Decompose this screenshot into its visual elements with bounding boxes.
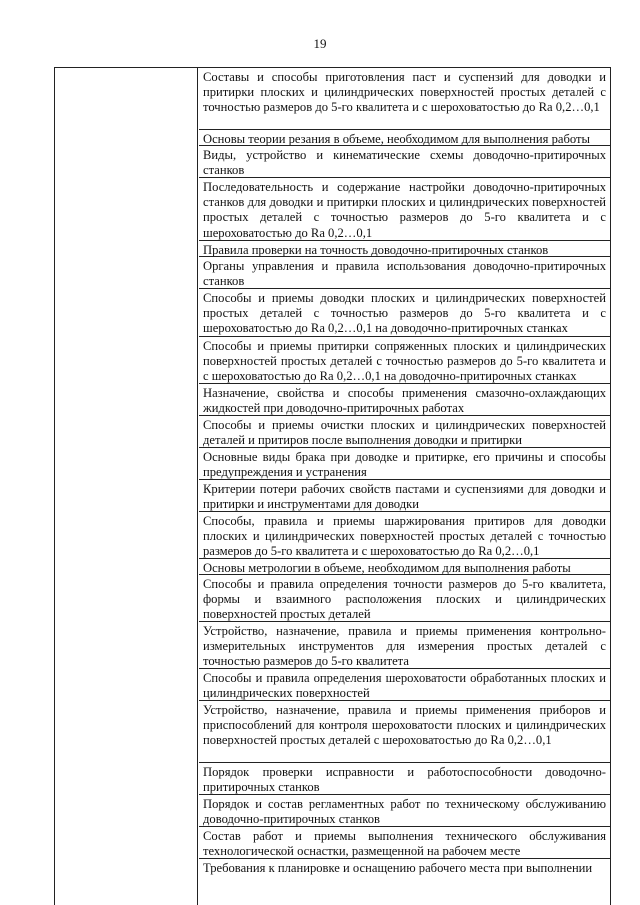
- table-row: Виды, устройство и кинематические схемы доводочно-притирочных станков: [199, 146, 610, 178]
- table-row: Основные виды брака при доводке и притирке, его причины и способы предупреждения и устранения: [199, 448, 610, 480]
- table-row: Органы управления и правила использования доводочно-притирочных станков: [199, 257, 610, 289]
- table-row: Устройство, назначение, правила и приемы применения приборов и приспособлений для контроля шероховатости плоских и цилиндрических поверхностей простых деталей с шероховатостью до Ra 0,2…0,1: [199, 701, 610, 763]
- table-row: Способы и приемы доводки плоских и цилиндрических поверхностей простых деталей с точностью размеров до 5-го квалитета и с шероховатостью до Ra 0,2…0,1 на доводочно-притирочных станках: [199, 289, 610, 337]
- requirements-table: [54, 67, 611, 905]
- table-row: Способы, правила и приемы шаржирования притиров для доводки плоских и цилиндрических поверхностей простых деталей с точностью размеров до 5-го квалитета и с шероховатостью до Ra 0,2…0,1: [199, 512, 610, 559]
- table-row: Способы и приемы притирки сопряженных плоских и цилиндрических поверхностей простых деталей с точностью размеров до 5-го квалитета и с шероховатостью до Ra 0,2…0,1 на доводочно-притирочных станках: [199, 337, 610, 384]
- table-row: Способы и приемы очистки плоских и цилиндрических поверхностей деталей и притиров после выполнения доводки и притирки: [199, 416, 610, 448]
- table-row: Назначение, свойства и способы применения смазочно-охлаждающих жидкостей при доводочно-притирочных работах: [199, 384, 610, 416]
- table-row: Критерии потери рабочих свойств пастами и суспензиями для доводки и притирки и инструментами для доводки: [199, 480, 610, 512]
- knowledge-column: [199, 68, 610, 876]
- table-row: Порядок проверки исправности и работоспособности доводочно-притирочных станков: [199, 763, 610, 795]
- label-column-cell: [55, 68, 198, 905]
- table-row: Правила проверки на точность доводочно-притирочных станков: [199, 241, 610, 257]
- table-row: Требования к планировке и оснащению рабочего места при выполнении: [203, 861, 593, 875]
- table-row: Устройство, назначение, правила и приемы применения контрольно-измерительных инструментов для измерения простых деталей с точностью размеров до 5-го квалитета: [199, 622, 610, 669]
- table-row: Порядок и состав регламентных работ по техническому обслуживанию доводочно-притирочных станков: [199, 795, 610, 827]
- table-row: Способы и правила определения шероховатости обработанных плоских и цилиндрических поверхностей: [199, 669, 610, 701]
- table-row: Основы метрологии в объеме, необходимом для выполнения работы: [199, 559, 610, 575]
- page-number: 19: [313, 36, 327, 51]
- table-row: Последовательность и содержание настройки доводочно-притирочных станков для доводки и притирки плоских и цилиндрических поверхностей простых деталей с точностью размеров до 5-го квалитета и с шероховатостью до Ra 0,2…0,1: [199, 178, 610, 241]
- table-row: Составы и способы приготовления паст и суспензий для доводки и притирки плоских и цилиндрических поверхностей простых деталей с точностью размеров до 5-го квалитета и с шероховатостью до Ra 0,2…0,1: [199, 68, 610, 130]
- table-row: Состав работ и приемы выполнения технического обслуживания технологической оснастки, размещенной на рабочем месте: [199, 827, 610, 859]
- table-row: Основы теории резания в объеме, необходимом для выполнения работы: [199, 130, 610, 146]
- table-row: Способы и правила определения точности размеров до 5-го квалитета, формы и взаимного расположения плоских и цилиндрических поверхностей простых деталей: [199, 575, 610, 622]
